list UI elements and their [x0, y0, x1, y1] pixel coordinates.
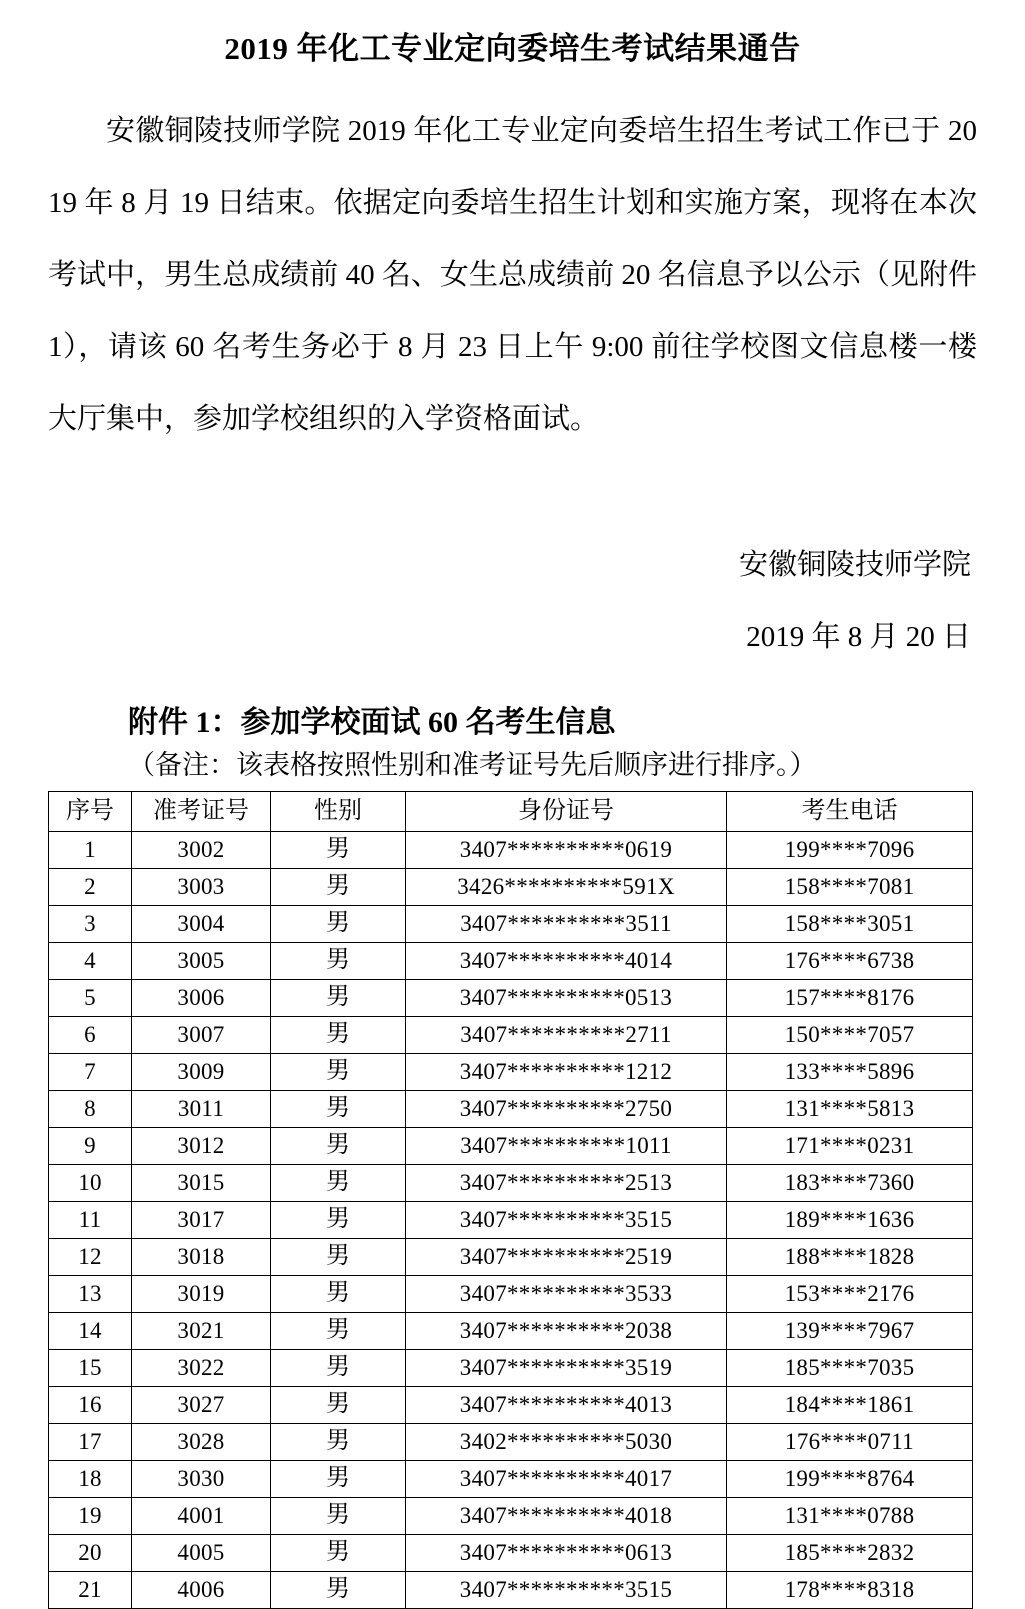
cell-ticket-number: 4001	[132, 1497, 271, 1534]
cell-index: 3	[49, 905, 132, 942]
table-row	[49, 831, 973, 868]
cell-gender: 男	[271, 1534, 406, 1571]
cell-ticket-number: 3027	[132, 1386, 271, 1423]
cell-ticket-number: 3006	[132, 979, 271, 1016]
candidates-table-wrapper	[0, 791, 1025, 1609]
cell-id-number: 3407**********3511	[406, 905, 727, 942]
cell-gender: 男	[271, 1127, 406, 1164]
cell-gender: 男	[271, 1053, 406, 1090]
cell-phone: 184****1861	[727, 1386, 973, 1423]
table-row	[49, 1312, 973, 1349]
table-row	[49, 1090, 973, 1127]
cell-phone: 188****1828	[727, 1238, 973, 1275]
cell-index: 1	[49, 831, 132, 868]
cell-ticket-number: 3009	[132, 1053, 271, 1090]
signature-organization: 安徽铜陵技师学院	[738, 549, 971, 582]
cell-gender: 男	[271, 1275, 406, 1312]
cell-index: 16	[49, 1386, 132, 1423]
cell-gender: 男	[271, 1497, 406, 1534]
cell-phone: 185****2832	[727, 1534, 973, 1571]
cell-id-number: 3407**********3515	[406, 1571, 727, 1608]
candidates-table	[48, 791, 973, 1609]
cell-gender: 男	[271, 868, 406, 905]
cell-gender: 男	[271, 1201, 406, 1238]
cell-id-number: 3407**********3533	[406, 1275, 727, 1312]
table-row	[49, 1460, 973, 1497]
cell-gender: 男	[271, 942, 406, 979]
cell-ticket-number: 3002	[132, 831, 271, 868]
cell-id-number: 3407**********1212	[406, 1053, 727, 1090]
column-header-phone: 考生电话	[727, 791, 973, 831]
cell-ticket-number: 3028	[132, 1423, 271, 1460]
cell-id-number: 3407**********4017	[406, 1460, 727, 1497]
cell-phone: 158****3051	[727, 905, 973, 942]
column-header-idno: 身份证号	[406, 791, 727, 831]
table-row	[49, 1571, 973, 1608]
column-header-gender: 性别	[271, 791, 406, 831]
cell-index: 14	[49, 1312, 132, 1349]
cell-id-number: 3407**********3519	[406, 1349, 727, 1386]
cell-phone: 199****8764	[727, 1460, 973, 1497]
cell-index: 9	[49, 1127, 132, 1164]
cell-phone: 176****6738	[727, 942, 973, 979]
cell-index: 15	[49, 1349, 132, 1386]
cell-index: 2	[49, 868, 132, 905]
cell-id-number: 3407**********2519	[406, 1238, 727, 1275]
cell-id-number: 3407**********2513	[406, 1164, 727, 1201]
cell-gender: 男	[271, 905, 406, 942]
cell-index: 6	[49, 1016, 132, 1053]
cell-id-number: 3407**********2750	[406, 1090, 727, 1127]
cell-index: 4	[49, 942, 132, 979]
table-row	[49, 1386, 973, 1423]
cell-index: 11	[49, 1201, 132, 1238]
cell-ticket-number: 3003	[132, 868, 271, 905]
cell-index: 8	[49, 1090, 132, 1127]
cell-phone: 178****8318	[727, 1571, 973, 1608]
table-row	[49, 1016, 973, 1053]
column-header-index: 序号	[49, 791, 132, 831]
attachment-heading: 附件 1：参加学校面试 60 名考生信息	[128, 706, 616, 740]
cell-index: 5	[49, 979, 132, 1016]
notice-body-text: 安徽铜陵技师学院 2019 年化工专业定向委培生招生考试工作已于 2019 年 8 月 19 日结束。依据定向委培生招生计划和实施方案，现将在本次考试中，男生总成绩前 40 名、女生总成绩前 20 名信息予以公示（见附件 1），请该 60 名考生务必于 8 月 23 日上午 9:00 前往学校图文信息楼一楼大厅集中，参加学校组织的入学资格面试。	[48, 115, 977, 436]
cell-gender: 男	[271, 1238, 406, 1275]
table-row	[49, 868, 973, 905]
cell-ticket-number: 3012	[132, 1127, 271, 1164]
page-title: 2019 年化工专业定向委培生考试结果通告	[224, 31, 801, 66]
cell-phone: 158****7081	[727, 868, 973, 905]
cell-ticket-number: 3021	[132, 1312, 271, 1349]
cell-gender: 男	[271, 1571, 406, 1608]
cell-id-number: 3407**********4013	[406, 1386, 727, 1423]
cell-gender: 男	[271, 1090, 406, 1127]
cell-id-number: 3407**********0619	[406, 831, 727, 868]
table-row	[49, 1423, 973, 1460]
cell-index: 21	[49, 1571, 132, 1608]
signature-block	[0, 529, 1025, 673]
cell-ticket-number: 3019	[132, 1275, 271, 1312]
cell-index: 18	[49, 1460, 132, 1497]
cell-ticket-number: 4006	[132, 1571, 271, 1608]
cell-ticket-number: 4005	[132, 1534, 271, 1571]
cell-id-number: 3407**********1011	[406, 1127, 727, 1164]
cell-id-number: 3407**********2038	[406, 1312, 727, 1349]
cell-gender: 男	[271, 1016, 406, 1053]
table-row	[49, 1349, 973, 1386]
cell-ticket-number: 3011	[132, 1090, 271, 1127]
cell-id-number: 3407**********2711	[406, 1016, 727, 1053]
table-header-row	[49, 791, 973, 831]
table-row	[49, 979, 973, 1016]
cell-gender: 男	[271, 1312, 406, 1349]
cell-ticket-number: 3005	[132, 942, 271, 979]
cell-index: 10	[49, 1164, 132, 1201]
table-row	[49, 1534, 973, 1571]
cell-id-number: 3407**********4014	[406, 942, 727, 979]
cell-gender: 男	[271, 1164, 406, 1201]
cell-id-number: 3407**********0513	[406, 979, 727, 1016]
cell-id-number: 3426**********591X	[406, 868, 727, 905]
cell-id-number: 3402**********5030	[406, 1423, 727, 1460]
cell-ticket-number: 3015	[132, 1164, 271, 1201]
cell-phone: 171****0231	[727, 1127, 973, 1164]
cell-phone: 153****2176	[727, 1275, 973, 1312]
cell-phone: 133****5896	[727, 1053, 973, 1090]
cell-id-number: 3407**********0613	[406, 1534, 727, 1571]
cell-phone: 131****0788	[727, 1497, 973, 1534]
cell-index: 19	[49, 1497, 132, 1534]
table-row	[49, 1238, 973, 1275]
cell-index: 20	[49, 1534, 132, 1571]
cell-ticket-number: 3004	[132, 905, 271, 942]
cell-id-number: 3407**********4018	[406, 1497, 727, 1534]
cell-gender: 男	[271, 1423, 406, 1460]
cell-gender: 男	[271, 979, 406, 1016]
cell-phone: 189****1636	[727, 1201, 973, 1238]
cell-gender: 男	[271, 1460, 406, 1497]
cell-id-number: 3407**********3515	[406, 1201, 727, 1238]
cell-ticket-number: 3017	[132, 1201, 271, 1238]
table-row	[49, 1497, 973, 1534]
cell-phone: 176****0711	[727, 1423, 973, 1460]
column-header-ticket: 准考证号	[132, 791, 271, 831]
table-row	[49, 1164, 973, 1201]
cell-phone: 183****7360	[727, 1164, 973, 1201]
cell-ticket-number: 3018	[132, 1238, 271, 1275]
table-body	[49, 831, 973, 1608]
table-row	[49, 1127, 973, 1164]
table-row	[49, 1053, 973, 1090]
cell-phone: 139****7967	[727, 1312, 973, 1349]
signature-date: 2019 年 8 月 20 日	[746, 621, 971, 654]
cell-index: 13	[49, 1275, 132, 1312]
cell-gender: 男	[271, 831, 406, 868]
cell-phone: 157****8176	[727, 979, 973, 1016]
table-header	[49, 791, 973, 831]
cell-phone: 131****5813	[727, 1090, 973, 1127]
cell-gender: 男	[271, 1349, 406, 1386]
cell-index: 7	[49, 1053, 132, 1090]
table-row	[49, 942, 973, 979]
table-row	[49, 905, 973, 942]
cell-ticket-number: 3022	[132, 1349, 271, 1386]
attachment-note: （备注：该表格按照性别和准考证号先后顺序进行排序。）	[128, 749, 817, 780]
cell-phone: 150****7057	[727, 1016, 973, 1053]
cell-phone: 199****7096	[727, 831, 973, 868]
cell-gender: 男	[271, 1386, 406, 1423]
table-row	[49, 1275, 973, 1312]
cell-phone: 185****7035	[727, 1349, 973, 1386]
cell-ticket-number: 3007	[132, 1016, 271, 1053]
cell-ticket-number: 3030	[132, 1460, 271, 1497]
cell-index: 12	[49, 1238, 132, 1275]
cell-index: 17	[49, 1423, 132, 1460]
table-row	[49, 1201, 973, 1238]
